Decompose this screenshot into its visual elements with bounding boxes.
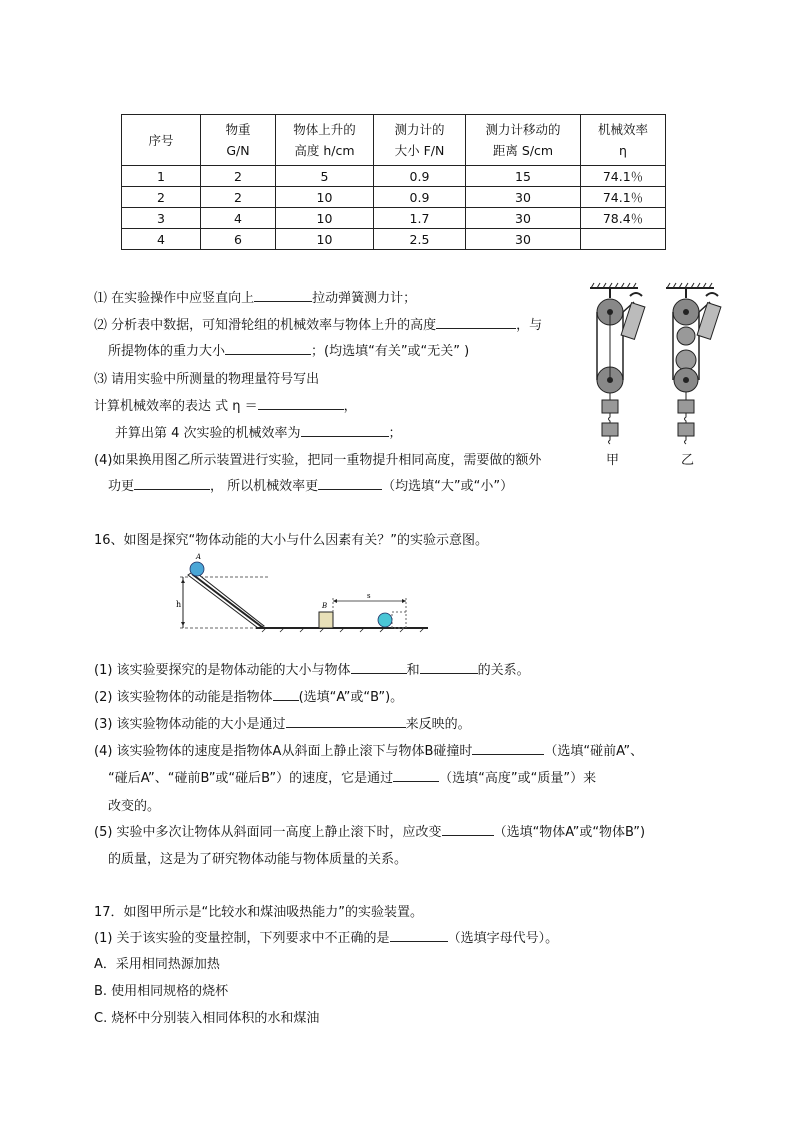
answer-blank[interactable] [286,714,406,728]
header-text: 测力计的 大小 F/N [394,122,445,158]
answer-blank[interactable] [472,741,544,755]
text: （选填“碰前A”、 [544,744,644,759]
pulley-yi [666,283,721,444]
q15-part4-cont [108,475,513,494]
text: “碰后A”、“碰前B”或“碰后B”）的速度，它是通过 [108,771,394,786]
table-cell: 2 [201,187,276,208]
answer-blank[interactable] [420,660,478,674]
table-header-cell [466,115,581,166]
table-cell: 5 [276,166,374,187]
header-text: 机械效率 η [597,122,648,158]
text: (1) 关于该实验的变量控制，下列要求中不正确的是 [94,931,390,946]
text: (2) 该实验物体的动能是指物体 [94,690,273,705]
header-text: 物体上升的 高度 h/cm [293,122,356,158]
table-cell: 74.1％ [581,166,666,187]
text: (4)如果换用图乙所示装置进行实验，把同一重物提升相同高度，需要做的额外 [94,453,542,468]
text: （均选填“大”或“小”） [382,479,514,494]
answer-blank[interactable] [351,660,407,674]
answer-blank[interactable] [254,288,312,302]
answer-blank[interactable] [318,476,382,490]
text: ⑶ 请用实验中所测量的物理量符号写出 [94,372,320,387]
text: (5) 实验中多次让物体从斜面同一高度上静止滚下时，应改变 [94,825,442,840]
q16-part4 [94,740,643,759]
table-header-cell [276,115,374,166]
table-cell: 1.7 [374,208,466,229]
text: 来反映的。 [405,717,471,732]
q15-part3-efficiency [115,422,402,441]
q16-part5-cont: 的质量，这是为了研究物体动能与物体质量的关系。 [108,852,408,867]
figure-label-jia: 甲 [606,453,620,468]
table-header-row [122,115,666,166]
header-text: 测力计移动的 距离 S/cm [485,122,561,158]
q16-part1 [94,659,530,678]
table-header-cell [374,115,466,166]
text: 拉动弹簧测力计； [312,291,417,306]
text: （选填“物体A”或“物体B”) [493,825,646,840]
q15-part3-formula [94,395,357,414]
answer-blank[interactable] [436,315,516,329]
table-cell: 0.9 [374,166,466,187]
q16-title: 16、如图是探究“物体动能的大小与什么因素有关？”的实验示意图。 [94,533,489,548]
text: ， [343,399,357,414]
answer-blank[interactable] [442,822,494,836]
pulley-jia [590,283,645,444]
table-cell: 4 [122,229,201,250]
figure-label-yi: 乙 [681,453,695,468]
table-cell: 10 [276,187,374,208]
text: ， 所以机械效率更 [210,479,319,494]
q16-part2 [94,686,403,705]
answer-blank[interactable] [390,928,448,942]
text: 所提物体的重力大小 [108,344,226,359]
table-cell: 6 [201,229,276,250]
text: （选填字母代号）。 [447,931,559,946]
answer-blank[interactable] [273,687,299,701]
q15-part4 [94,449,541,468]
table-row [122,166,666,187]
text: (4) 该实验物体的速度是指物体A从斜面上静止滚下与物体B碰撞时 [94,744,473,759]
text: 计算机械效率的表达 式 η ＝ [94,399,258,414]
q17-option-c: C. 烧杯中分别装入相同体积的水和煤油 [94,1011,320,1026]
table-cell: 2.5 [374,229,466,250]
q17-option-b: B. 使用相同规格的烧杯 [94,984,229,999]
data-table [121,114,666,250]
q17-option-a: A．采用相同热源加热 [94,957,220,972]
text: 和 [406,663,420,678]
table-cell: 10 [276,229,374,250]
answer-blank[interactable] [134,476,210,490]
table-row [122,208,666,229]
pulley-figure [586,282,726,472]
text: （选填“高度”或“质量”）来 [439,771,597,786]
q15-part3 [94,368,319,387]
q15-part2 [94,314,542,333]
header-text: 序号 [148,132,174,148]
text: (1) 该实验要探究的是物体动能的大小与物体 [94,663,351,678]
table-cell: 3 [122,208,201,229]
text: 并算出第 4 次实验的机械效率为 [115,426,301,441]
answer-blank[interactable] [301,423,389,437]
text: 的关系。 [477,663,530,678]
answer-blank[interactable] [258,396,344,410]
table-row [122,229,666,250]
table-cell: 30 [466,208,581,229]
text: ，与 [516,318,543,333]
table-cell [581,229,666,250]
table-cell: 1 [122,166,201,187]
table-cell: 74.1％ [581,187,666,208]
ramp-figure [170,553,430,634]
table-header-cell [581,115,666,166]
table-cell: 30 [466,187,581,208]
text: ；(均选填“有关”或“无关” ) [311,344,470,359]
q16-part4-cont [108,767,596,786]
text: ； [388,426,402,441]
distance-label: s [367,592,371,600]
q15-part1 [94,287,416,306]
table-cell: 4 [201,208,276,229]
answer-blank[interactable] [225,341,311,355]
table-cell: 30 [466,229,581,250]
text: ⑵ 分析表中数据，可知滑轮组的机械效率与物体上升的高度 [94,318,437,333]
q17-title: 17．如图甲所示是“比较水和煤油吸热能力”的实验装置。 [94,905,424,920]
table-header-cell [201,115,276,166]
table-cell: 0.9 [374,187,466,208]
table-cell: 15 [466,166,581,187]
table-row [122,187,666,208]
text: (3) 该实验物体动能的大小是通过 [94,717,286,732]
ball-a-label: A [196,553,202,561]
table-cell: 78.4％ [581,208,666,229]
answer-blank[interactable] [393,768,439,782]
q16-part4-end: 改变的。 [108,799,161,814]
text: (选填“A”或“B”)。 [298,690,404,705]
height-label: h [176,600,182,609]
table-cell: 2 [122,187,201,208]
q16-part5 [94,821,645,840]
block-b-label: B [322,602,328,610]
header-text: 物重 G/N [225,122,251,158]
table-header-cell [122,115,201,166]
text: 功更 [108,479,135,494]
q15-part2-cont [108,340,469,359]
q17-part1 [94,927,558,946]
table-cell: 2 [201,166,276,187]
text: ⑴ 在实验操作中应竖直向上 [94,291,255,306]
q16-part3 [94,713,471,732]
table-cell: 10 [276,208,374,229]
